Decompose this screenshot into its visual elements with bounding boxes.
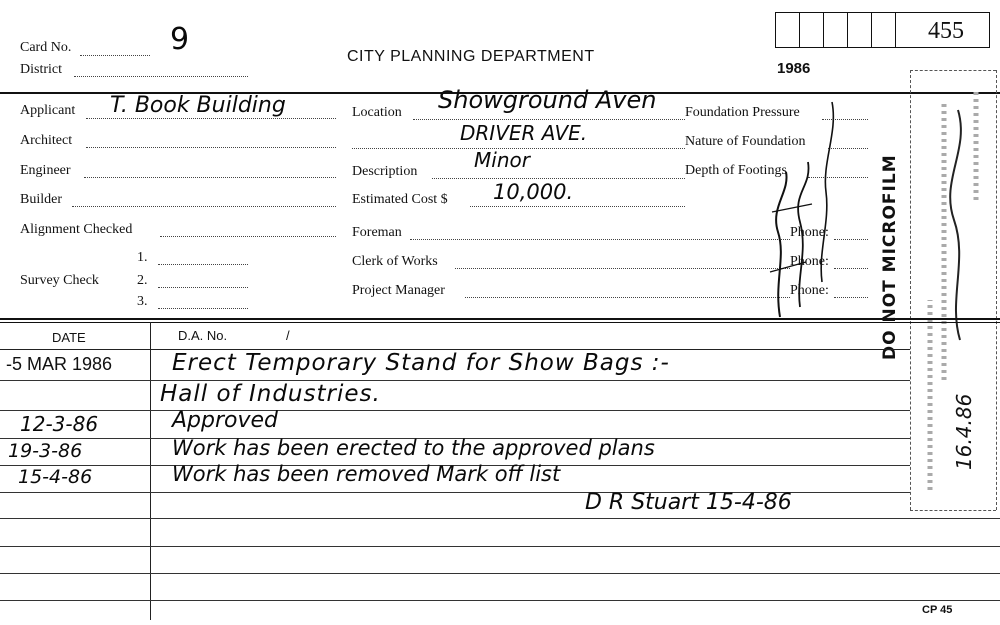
date-header: DATE — [52, 330, 86, 345]
stamp-border-right — [996, 70, 997, 510]
entry-2-text: Hall of Industries. — [160, 381, 381, 407]
entry-4-text: Work has been erected to the approved plans — [172, 436, 655, 460]
file-number: 455 — [928, 18, 964, 44]
engineer-line — [84, 177, 336, 178]
clerk-phone-label: Phone: — [790, 254, 829, 269]
estimated-cost-label: Estimated Cost $ — [352, 192, 448, 207]
entry-3-text: Approved — [172, 408, 279, 433]
card-no-value: 9 — [170, 22, 190, 57]
foreman-phone-label: Phone: — [790, 225, 829, 240]
clerk-label: Clerk of Works — [352, 254, 438, 269]
foreman-label: Foreman — [352, 225, 402, 240]
builder-line — [72, 206, 336, 207]
nature-foundation-label: Nature of Foundation — [685, 134, 806, 149]
project-manager-line — [465, 297, 790, 298]
survey-2-label: 2. — [137, 273, 148, 288]
applicant-line — [86, 118, 336, 119]
da-number: / — [286, 328, 290, 343]
location-value-2: DRIVER AVE. — [460, 121, 588, 145]
pm-phone-label: Phone: — [790, 283, 829, 298]
log-rule-9 — [0, 600, 1000, 601]
year: 1986 — [777, 60, 811, 77]
department-title: CITY PLANNING DEPARTMENT — [347, 48, 595, 65]
description-line — [432, 178, 685, 179]
log-rule-8 — [0, 573, 1000, 574]
right-date: 16.4.86 — [952, 393, 976, 470]
architect-line — [86, 147, 336, 148]
number-box-5 — [871, 12, 896, 48]
number-box-3 — [823, 12, 848, 48]
form-code: CP 45 — [922, 604, 953, 616]
location-line — [413, 119, 685, 120]
project-manager-label: Project Manager — [352, 283, 445, 298]
alignment-line — [160, 236, 336, 237]
entry-1-text: Erect Temporary Stand for Show Bags :- — [172, 350, 670, 376]
applicant-value: T. Book Building — [110, 93, 286, 118]
log-top-rule — [0, 318, 1000, 320]
location-label: Location — [352, 105, 402, 120]
number-box-2 — [799, 12, 824, 48]
date-column-divider — [150, 322, 151, 620]
card-no-label: Card No. — [20, 40, 72, 55]
survey-1-label: 1. — [137, 250, 148, 265]
stamp-border-top — [910, 70, 996, 71]
district-line — [74, 76, 248, 77]
foundation-pressure-label: Foundation Pressure — [685, 105, 800, 120]
do-not-microfilm-stamp: DO NOT MICROFILM — [880, 154, 900, 360]
estimated-cost-line — [470, 206, 685, 207]
stamp-border-left — [910, 70, 911, 510]
stamp-border-bottom — [910, 510, 996, 511]
card-no-line — [80, 55, 150, 56]
builder-label: Builder — [20, 192, 62, 207]
survey-3-label: 3. — [137, 294, 148, 309]
log-rule-7 — [0, 546, 1000, 547]
description-label: Description — [352, 164, 418, 179]
entry-5-text: Work has been removed Mark off list — [172, 462, 561, 486]
estimated-cost-value: 10,000. — [493, 180, 574, 204]
survey-2-line — [158, 287, 248, 288]
description-value: Minor — [474, 148, 530, 172]
number-box-1 — [775, 12, 800, 48]
engineer-label: Engineer — [20, 163, 71, 178]
district-label: District — [20, 62, 62, 77]
log-rule-2 — [0, 410, 910, 411]
entry-3-date: 12-3-86 — [20, 412, 99, 436]
signature-scrawl-icon — [760, 92, 870, 322]
entry-1-date: -5 MAR 1986 — [6, 354, 113, 374]
alignment-label: Alignment Checked — [20, 222, 133, 237]
foreman-line — [410, 239, 790, 240]
applicant-label: Applicant — [20, 103, 76, 118]
entry-5-date: 15-4-86 — [18, 466, 93, 488]
clerk-line — [455, 268, 790, 269]
number-box-4 — [847, 12, 872, 48]
depth-footings-label: Depth of Footings — [685, 163, 787, 178]
location-value: Showground Aven — [438, 86, 657, 114]
survey-label: Survey Check — [20, 273, 99, 288]
survey-1-line — [158, 264, 248, 265]
log-rule-6 — [0, 518, 1000, 519]
log-rule-1 — [0, 380, 910, 381]
survey-3-line — [158, 308, 248, 309]
entry-4-date: 19-3-86 — [8, 440, 83, 462]
da-header: D.A. No. — [178, 328, 228, 343]
signature: D R Stuart 15-4-86 — [585, 490, 792, 515]
architect-label: Architect — [20, 133, 73, 148]
